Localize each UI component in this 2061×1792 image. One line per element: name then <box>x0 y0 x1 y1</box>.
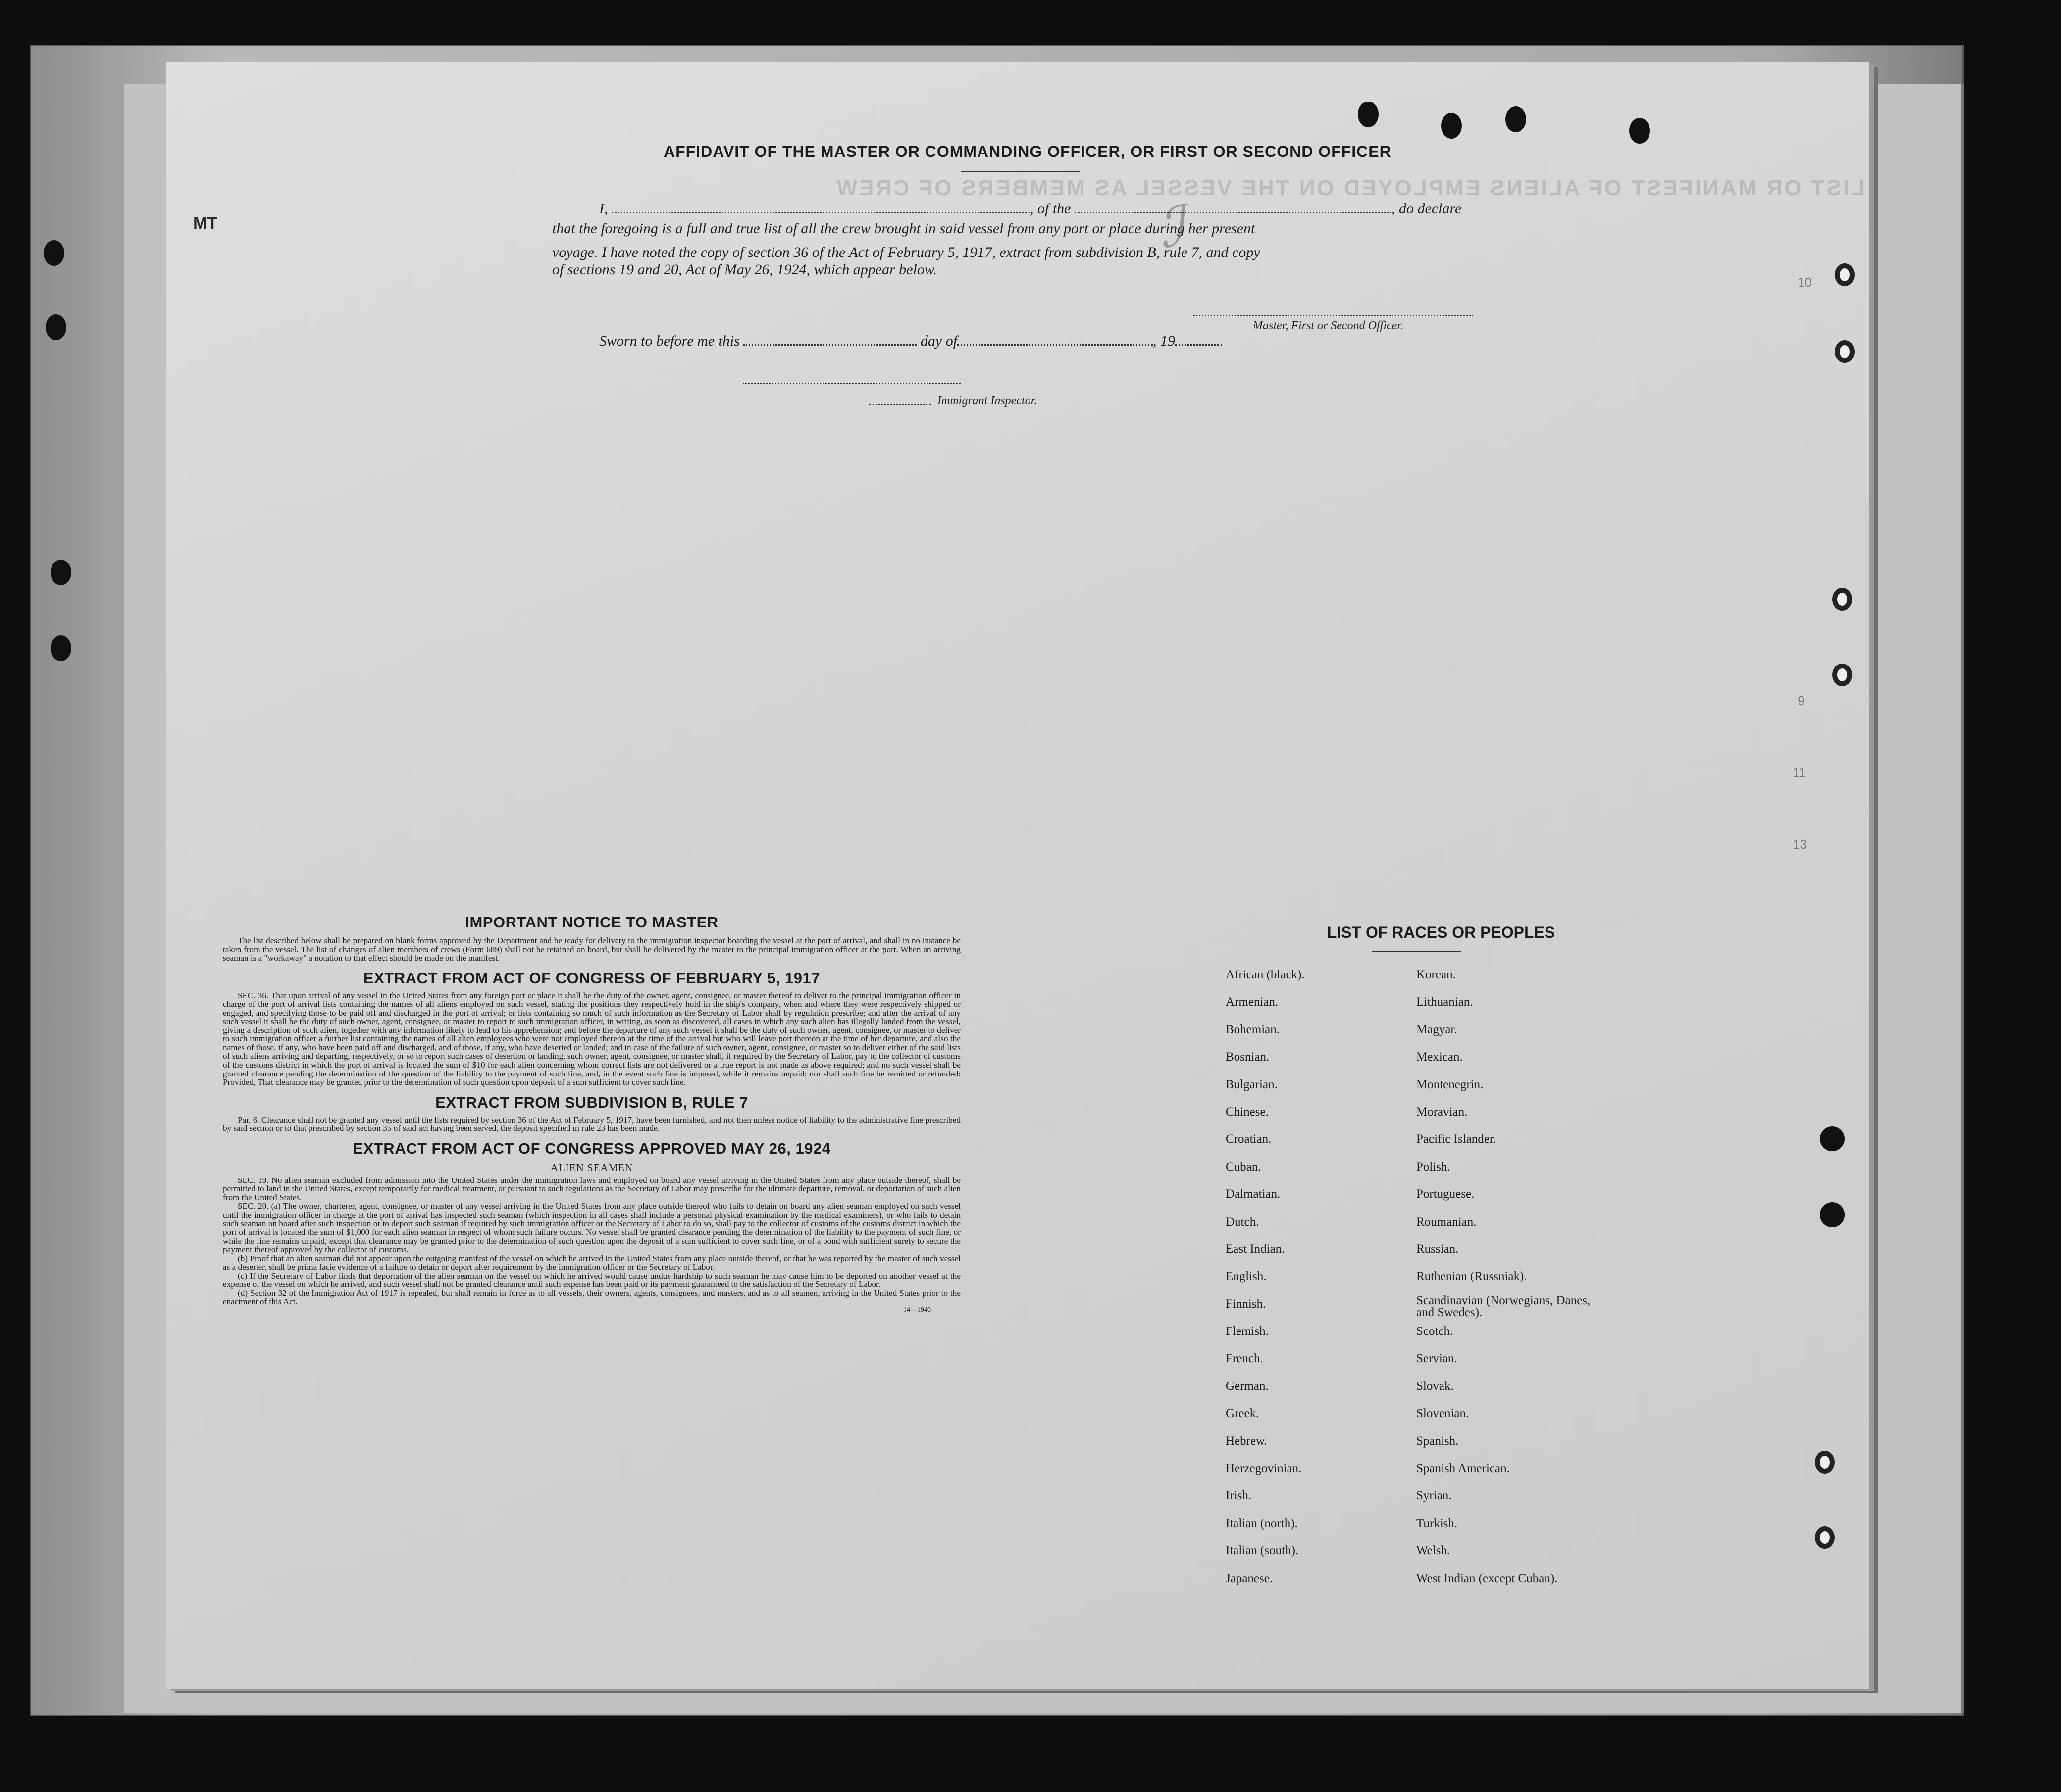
race-entry: Magyar. <box>1416 1023 1457 1036</box>
race-entry: Slovenian. <box>1416 1407 1469 1421</box>
race-entry: Moravian. <box>1416 1105 1468 1119</box>
sworn-label: Sworn to before me this <box>599 333 740 349</box>
sworn-year-field[interactable] <box>1175 333 1222 346</box>
extract-1917-body: SEC. 36. That upon arrival of any vessel in the United States from any foreign port or place it shall be the duty of the owner, agent, consignee, or master thereof to deliver to the principal immigration officer in charge of the port of arrival lists containing the names of all aliens employed on such vessel, stating the positions they respectively hold in the ship's company, when and where they were respectively shipped or engaged, and specifying those to be paid off and discharged in the port of arrival; or lists containing so much of such information as the Secretary of Labor shall by regulation prescribe; and after the arrival of any such vessel it shall be the duty of such owner, agent, consignee, or master to report to such immigration officer, in writing, as soon as discovered, all cases in which any such alien has illegally landed from the vessel, giving a description of such alien, together with any information likely to lead to his apprehension; and before the departure of any such vessel it shall be the duty of such owner, agent, consignee, or master to deliver to such immigration officer a further list containing the names of all alien employees who were not employed thereon at the time of the arrival but who will leave port thereon at the time of her departure, and also the names of those, if any, who have been paid off and discharged, and of those, if any, who have deserted or landed; and in case of the failure of such owner, agent, consignee, or master so to deliver either of the said lists of such aliens arriving and departing, respectively, or so to report such cases of desertion or landing, such owner, agent, consignee, or master shall, if required by the Secretary of Labor, pay to the collector of customs of the customs district in which the port of arrival is located the sum of $10 for each alien concerning whom correct lists are not delivered or a true report is not made as above required; and no such vessel shall be granted clearance pending the determination of the question of the liability to the payment of such fine, and, in the event such fine is imposed, while it remains unpaid; nor shall such fine be remitted or refunded: Provided, That clearance may be granted prior to the determination of such question upon deposit of a sum sufficient to cover such fine. <box>223 990 961 1087</box>
race-entry: Irish. <box>1226 1489 1252 1503</box>
race-entry: Korean. <box>1416 968 1456 981</box>
section-20a: SEC. 20. (a) The owner, charterer, agent, consignee, or master of any vessel arriving in the United States from any place outside thereof who fails to detain on board any alien seaman employed on such vessel until the immigration officer in charge at the port of arrival has inspected such seaman (which inspection in all cases shall include a personal physical examination by the medical examiners), or who fails to detain such seaman on board after such inspection or to deport such seaman if required by such immigration officer or the Secretary of Labor to do so, shall pay to the collector of customs of the customs district in which the port of arrival is located the sum of $1,000 for each alien seaman in respect of whom such failure occurs. No vessel shall be granted clearance pending the determination of the liability to the payment of such fine, or while the fine remains unpaid, except that clearance may be granted prior to the determination of such question upon the deposit of a sum sufficient to cover such fine, or of a bond with sufficient surety to secure the payment thereof approved by the collector of customs. <box>223 1201 961 1255</box>
vessel-name-field[interactable] <box>1075 201 1391 213</box>
punch-hole-icon <box>1358 102 1379 127</box>
race-entry: Scandinavian (Norwegians, Danes, and Swedes). <box>1416 1293 1591 1319</box>
punch-hole-icon <box>51 560 71 585</box>
extract-1924-title: EXTRACT FROM ACT OF CONGRESS APPROVED MAY 26, 1924 <box>353 1139 831 1157</box>
race-entry: Flemish. <box>1226 1325 1269 1338</box>
inspector-signature-field[interactable] <box>743 383 961 384</box>
race-entry: Ruthenian (Russniak). <box>1416 1270 1527 1283</box>
race-entry: Italian (north). <box>1226 1516 1298 1530</box>
affidavit-title: AFFIDAVIT OF THE MASTER OR COMMANDING OFFICER, OR FIRST OR SECOND OFFICER <box>664 143 1391 160</box>
race-entry: French. <box>1226 1352 1263 1366</box>
race-entry: Russian. <box>1416 1242 1459 1256</box>
punch-hole-icon <box>1441 113 1462 139</box>
punch-hole-icon <box>1815 1526 1835 1549</box>
form-number: 14—1940 <box>903 1306 931 1314</box>
race-entry: Roumanian. <box>1416 1215 1477 1229</box>
race-entry: English. <box>1226 1270 1267 1283</box>
clerk-stamp: MT <box>193 214 218 233</box>
bleed-through-header: LIST OR MANIFEST OF ALIENS EMPLOYED ON THE VESSEL AS MEMBERS OF CREW <box>834 176 1864 200</box>
races-column-2 <box>1416 966 1595 1596</box>
section-20c: (c) If the Secretary of Labor finds that deportation of the alien seaman on the vessel on which he arrived would cause undue hardship to such seaman he may cause him to be deported on another vessel at the expense of the vessel on which he arrived, and such vessel shall not be granted clearance until such expense has been paid or its payment guaranteed to the satisfaction of the Secretary of Labor. <box>223 1271 961 1289</box>
title-underline <box>961 171 1080 172</box>
race-entry: Dutch. <box>1226 1215 1259 1229</box>
declare-label: , do declare <box>1391 201 1462 217</box>
declarant-name-field[interactable] <box>612 201 1030 213</box>
inspector-caption: Immigrant Inspector. <box>937 394 1037 407</box>
race-entry: Spanish American. <box>1416 1462 1510 1476</box>
notice-title: IMPORTANT NOTICE TO MASTER <box>465 914 719 931</box>
race-entry: German. <box>1226 1379 1269 1393</box>
race-entry: Turkish. <box>1416 1516 1458 1530</box>
race-entry: Syrian. <box>1416 1489 1452 1503</box>
sworn-line <box>599 333 1222 350</box>
sworn-month-field[interactable] <box>957 333 1153 346</box>
notice-body: The list described below shall be prepared on blank forms approved by the Department and be ready for delivery to the immigration inspector boarding the vessel at the port of arrival, and shall in no instance be taken from the vessel. The list of changes of alien members of crews (Form 689) shall not be retained on board, but shall be delivered by the master to the principal immigration officer at the port. When an arriving seaman is a "workaway" a notation to that effect should be made on the manifest. <box>223 936 961 963</box>
affidavit-line-2: that the foregoing is a full and true list of all the crew brought in said vessel from any port or place during her present <box>552 220 1255 237</box>
extract-1917-title: EXTRACT FROM ACT OF CONGRESS OF FEBRUARY 5, 1917 <box>363 969 820 987</box>
punch-hole-icon <box>1505 106 1526 132</box>
race-entry: Cuban. <box>1226 1160 1261 1174</box>
margin-number: 10 <box>1798 275 1812 290</box>
race-entry: Servian. <box>1416 1352 1457 1366</box>
punch-hole-icon <box>1815 1451 1835 1474</box>
race-entry: Scotch. <box>1416 1325 1453 1338</box>
race-entry: Montenegrin. <box>1416 1077 1484 1091</box>
race-entry: Bosnian. <box>1226 1050 1270 1064</box>
race-entry: Chinese. <box>1226 1105 1269 1119</box>
race-entry: Armenian. <box>1226 995 1279 1009</box>
alien-seamen-subtitle: ALIEN SEAMEN <box>550 1161 633 1174</box>
extract-rule7-title: EXTRACT FROM SUBDIVISION B, RULE 7 <box>435 1093 748 1111</box>
race-entry: Finnish. <box>1226 1297 1266 1311</box>
punch-hole-icon <box>1835 263 1855 286</box>
punch-hole-icon <box>51 635 71 661</box>
year-label: , 19 <box>1153 333 1176 349</box>
inspector-caption-leader <box>869 404 931 405</box>
extract-rule7-body: Par. 6. Clearance shall not be granted any vessel until the lists required by section 36 of the Act of February 5, 1917, have been furnished, and not then unless notice of liability to the administrative fine prescribed by said section or to that prescribed by section 35 of said act having been served, the deposit specified in rule 23 has been made. <box>223 1115 961 1133</box>
races-title: LIST OF RACES OR PEOPLES <box>1327 923 1555 941</box>
race-entry: Spanish. <box>1416 1434 1459 1448</box>
punch-hole-icon <box>46 314 66 340</box>
punch-hole-icon <box>1835 340 1855 363</box>
affidavit-line-1 <box>599 201 1461 217</box>
document-page <box>166 62 1869 1689</box>
sworn-day-field[interactable] <box>743 333 917 346</box>
race-entry: West Indian (except Cuban). <box>1416 1571 1558 1585</box>
punch-hole-icon <box>44 240 64 266</box>
race-entry: Polish. <box>1416 1160 1450 1174</box>
races-underline <box>1372 951 1461 952</box>
punch-hole-icon <box>1629 118 1650 144</box>
race-entry: East Indian. <box>1226 1242 1285 1256</box>
margin-number: 9 <box>1798 693 1805 708</box>
race-entry: Pacific Islander. <box>1416 1132 1496 1146</box>
race-entry: Mexican. <box>1416 1050 1463 1064</box>
race-entry: Bohemian. <box>1226 1023 1280 1036</box>
affidavit-line-3: voyage. I have noted the copy of section 36 of the Act of February 5, 1917, extract from subdivision B, rule 7, and copy <box>552 244 1260 260</box>
race-entry: Japanese. <box>1226 1571 1273 1585</box>
race-entry: Portuguese. <box>1416 1187 1475 1201</box>
race-entry: Italian (south). <box>1226 1544 1299 1558</box>
punch-hole-icon <box>1832 588 1852 611</box>
section-20d: (d) Section 32 of the Immigration Act of 1917 is repealed, but shall remain in force as to all vessels, their owners, agents, consignees, and masters, and as to all seamen, arriving in the United States prior to the enactment of this Act. <box>223 1288 961 1307</box>
punch-hole-icon <box>1820 1126 1845 1151</box>
margin-number: 11 <box>1793 765 1806 780</box>
race-entry: Greek. <box>1226 1407 1259 1421</box>
race-entry: Hebrew. <box>1226 1434 1267 1448</box>
margin-number: 13 <box>1793 837 1807 852</box>
race-entry: Dalmatian. <box>1226 1187 1281 1201</box>
race-entry: Slovak. <box>1416 1379 1454 1393</box>
punch-hole-icon <box>1820 1202 1845 1227</box>
races-column-1 <box>1226 966 1305 1596</box>
race-entry: Herzegovinian. <box>1226 1462 1302 1476</box>
notice-column <box>223 914 961 1314</box>
affidavit-line-4: of sections 19 and 20, Act of May 26, 1924, which appear below. <box>552 261 937 278</box>
declarant-label: I, <box>599 201 608 217</box>
master-signature-field[interactable] <box>1193 315 1473 316</box>
section-19: SEC. 19. No alien seaman excluded from admission into the United States under the immigration laws and employed on board any vessel arriving in the United States from any place outside thereof, shall be permitted to land in the United States, except temporarily for medical treatment, or pursuant to such regulations as the Secretary of Labor may prescribe for the ultimate departure, removal, or deportation of such alien from the United States. <box>223 1175 961 1202</box>
race-entry: African (black). <box>1226 968 1305 981</box>
day-of-label: day of <box>920 333 958 349</box>
section-20b: (b) Proof that an alien seaman did not appear upon the outgoing manifest of the vessel on which he arrived in the United States from any place outside thereof, or that he was reported by the master of such vessel as a deserter, shall be prima facie evidence of a failure to detain or deport after requirement by the immigration officer or the Secretary of Labor. <box>223 1253 961 1272</box>
punch-hole-icon <box>1832 664 1852 686</box>
race-entry: Welsh. <box>1416 1544 1450 1558</box>
race-entry: Lithuanian. <box>1416 995 1473 1009</box>
vessel-label: , of the <box>1030 201 1071 217</box>
race-entry: Bulgarian. <box>1226 1077 1278 1091</box>
master-caption: Master, First or Second Officer. <box>1253 319 1403 332</box>
race-entry: Croatian. <box>1226 1132 1272 1146</box>
pencil-scribble: ℐ <box>1154 194 1189 260</box>
